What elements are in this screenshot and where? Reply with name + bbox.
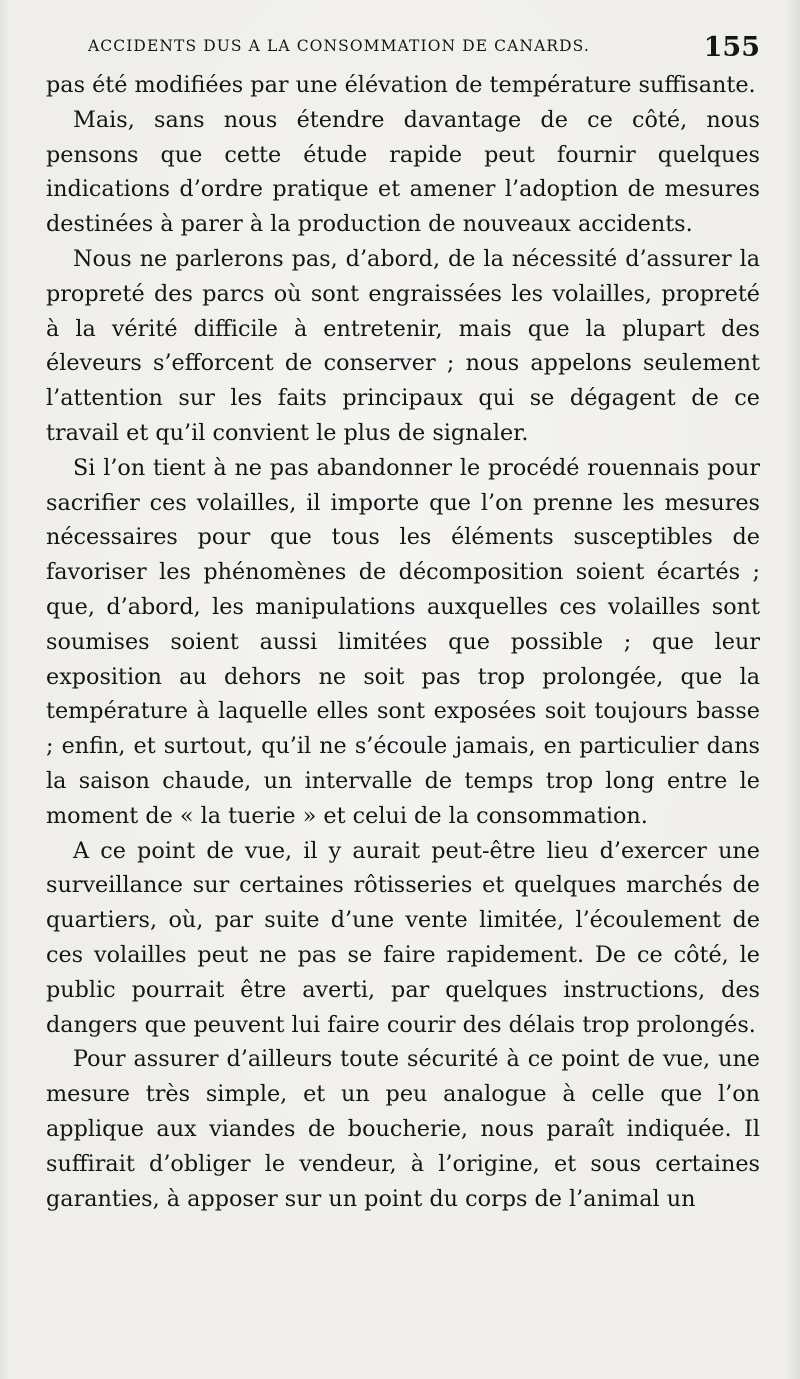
body-text — [46, 68, 760, 1216]
paragraph: Mais, sans nous étendre davantage de ce côté, nous pensons que cette étude rapide peut fournir quelques indications d’ordre pratique et amener l’adoption de mesures destinées à parer à la production de nouveaux accidents. — [46, 106, 760, 238]
book-page — [46, 34, 760, 1216]
page-number: 155 — [703, 32, 760, 63]
paragraph: Pour assurer d’ailleurs toute sécurité à ce point de vue, une mesure très simple, et un peu analogue à celle que l’on applique aux viandes de boucherie, nous paraît indiquée. Il suffirait d’obliger le vendeur, à l’origine, et sous certaines garanties, à apposer sur un point du corps de l’animal un — [46, 1046, 760, 1212]
paragraph-continuation: pas été modifiées par une élévation de température suffisante. — [46, 72, 756, 98]
paragraph: Nous ne parlerons pas, d’abord, de la nécessité d’assurer la propreté des parcs où sont engraissées les volailles, propreté à la vérité difficile à entretenir, mais que la plupart des éleveurs s’efforcent de conserver ; nous appelons seulement l’attention sur les faits principaux qui se dégagent de ce travail et qu’il convient le plus de signaler. — [46, 245, 760, 446]
paragraph: A ce point de vue, il y aurait peut-être lieu d’exercer une surveillance sur certaines rôtisseries et quelques marchés de quartiers, où, par suite d’une vente limitée, l’écoulement de ces volailles peut ne pas se faire rapidement. De ce côté, le public pourrait être averti, par quelques instructions, des dangers que peuvent lui faire courir des délais trop prolongés. — [46, 837, 760, 1038]
running-header — [88, 34, 760, 68]
running-title: ACCIDENTS DUS A LA CONSOMMATION DE CANARDS. — [88, 37, 590, 55]
paragraph: Si l’on tient à ne pas abandonner le procédé rouennais pour sacrifier ces volailles, il importe que l’on prenne les mesures nécessaires pour que tous les éléments susceptibles de favoriser les phénomènes de décomposition soient écartés ; que, d’abord, les manipulations auxquelles ces volailles sont soumises soient aussi limitées que possible ; que leur exposition au dehors ne soit pas trop prolongée, que la température à laquelle elles sont exposées soit toujours basse ; enfin, et surtout, qu’il ne s’écoule jamais, en particulier dans la saison chaude, un intervalle de temps trop long entre le moment de « la tuerie » et celui de la consommation. — [46, 454, 760, 829]
